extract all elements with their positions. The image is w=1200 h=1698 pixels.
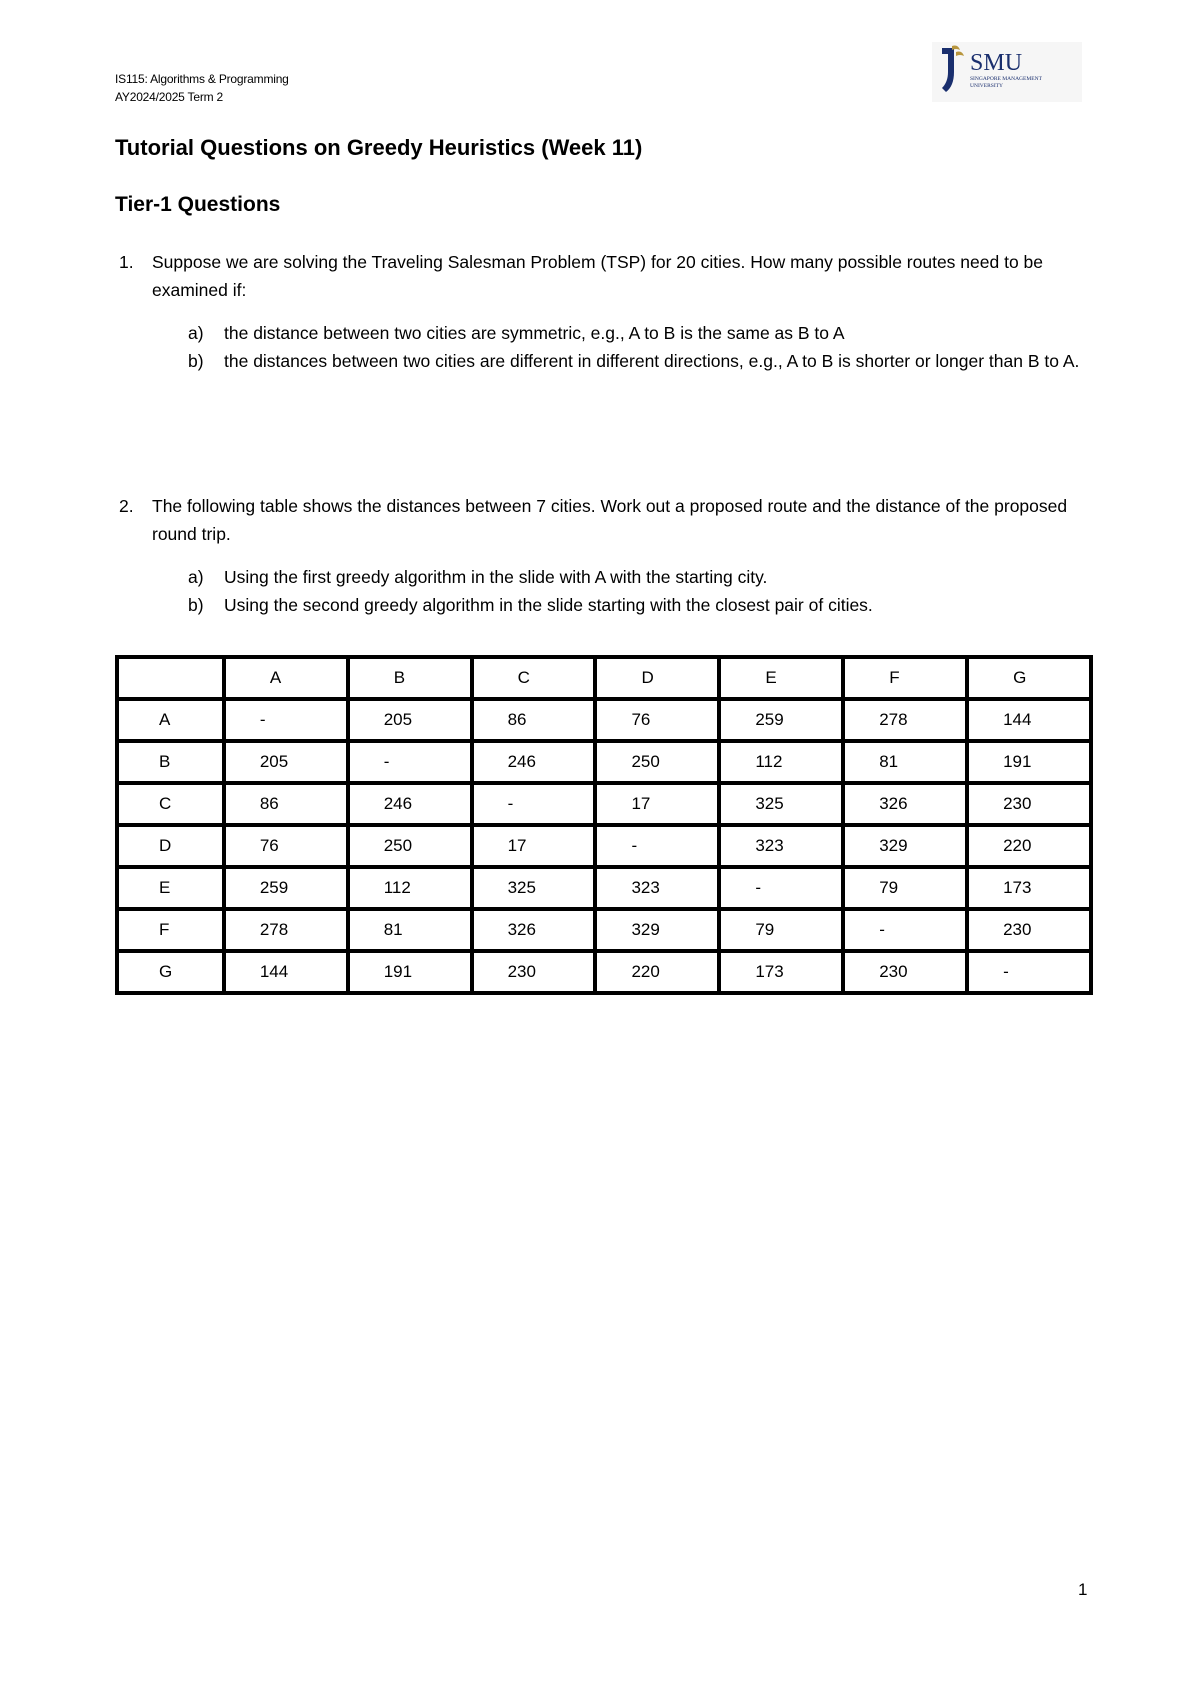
row-header-cell: G: [117, 951, 224, 993]
logo-brand: SMU: [970, 50, 1023, 76]
page-number: 1: [1078, 1580, 1088, 1599]
row-header-cell: B: [117, 741, 224, 783]
table-cell: -: [595, 825, 719, 867]
table-cell: 329: [843, 825, 967, 867]
table-cell: 173: [967, 867, 1091, 909]
table-header-cell: [117, 657, 224, 699]
sub-question-list: [188, 319, 1095, 375]
table-header-cell: F: [843, 657, 967, 699]
table-cell: 325: [472, 867, 596, 909]
sub-question: [188, 347, 1095, 375]
table-cell: 259: [719, 699, 843, 741]
page-title: Tutorial Questions on Greedy Heuristics (Week 11): [115, 135, 643, 160]
table-cell: 191: [967, 741, 1091, 783]
table-header-cell: E: [719, 657, 843, 699]
sub-question-label: b): [188, 351, 204, 371]
table-row: [117, 867, 1091, 909]
table-header-row: [117, 657, 1091, 699]
question-number: 1.: [119, 252, 134, 272]
table-cell: 326: [843, 783, 967, 825]
table-cell: 326: [472, 909, 596, 951]
sub-question: [188, 563, 1095, 591]
table-cell: 246: [348, 783, 472, 825]
question-text: Suppose we are solving the Traveling Salesman Problem (TSP) for 20 cities. How many possible routes need to be examined if:: [152, 252, 1044, 300]
row-header-cell: D: [117, 825, 224, 867]
table-cell: 81: [843, 741, 967, 783]
table-cell: 220: [595, 951, 719, 993]
table-cell: 246: [472, 741, 596, 783]
table-row: [117, 741, 1091, 783]
table-cell: 17: [595, 783, 719, 825]
table-cell: 76: [595, 699, 719, 741]
sub-question-label: b): [188, 595, 204, 615]
sub-question: [188, 591, 1095, 619]
row-header-cell: F: [117, 909, 224, 951]
table-cell: 81: [348, 909, 472, 951]
table-cell: 173: [719, 951, 843, 993]
question-1: [115, 248, 1095, 375]
table-cell: 230: [967, 909, 1091, 951]
table-cell: 205: [224, 741, 348, 783]
sub-question: [188, 319, 1095, 347]
table-cell: 86: [472, 699, 596, 741]
table-cell: 144: [967, 699, 1091, 741]
table-cell: 205: [348, 699, 472, 741]
smu-logo: [932, 42, 1082, 102]
question-number: 2.: [119, 496, 134, 516]
table-cell: 325: [719, 783, 843, 825]
table-row: [117, 699, 1091, 741]
sub-question-label: a): [188, 567, 204, 587]
table-cell: 278: [224, 909, 348, 951]
table-cell: 17: [472, 825, 596, 867]
sub-question-text: the distance between two cities are symmetric, e.g., A to B is the same as B to A: [224, 323, 845, 343]
sub-question-text: the distances between two cities are different in different directions, e.g., A to B is shorter or longer than B to A.: [224, 351, 1080, 371]
table-cell: 278: [843, 699, 967, 741]
row-header-cell: A: [117, 699, 224, 741]
table-cell: 230: [472, 951, 596, 993]
table-cell: 259: [224, 867, 348, 909]
table-cell: 86: [224, 783, 348, 825]
table-header-cell: G: [967, 657, 1091, 699]
question-2: [115, 492, 1095, 619]
table-header-cell: B: [348, 657, 472, 699]
table-cell: 76: [224, 825, 348, 867]
table-row: [117, 951, 1091, 993]
course-name: IS115: Algorithms & Programming: [115, 72, 289, 86]
table-cell: -: [967, 951, 1091, 993]
table-cell: 329: [595, 909, 719, 951]
table-cell: -: [472, 783, 596, 825]
table-cell: -: [348, 741, 472, 783]
sub-question-list: [188, 563, 1095, 619]
table-cell: 112: [719, 741, 843, 783]
logo-subtitle-2: UNIVERSITY: [970, 83, 1003, 89]
table-cell: 250: [348, 825, 472, 867]
table-cell: 250: [595, 741, 719, 783]
table-cell: 230: [843, 951, 967, 993]
table-cell: 323: [719, 825, 843, 867]
table-cell: -: [224, 699, 348, 741]
table-header-cell: D: [595, 657, 719, 699]
table-cell: 323: [595, 867, 719, 909]
term-label: AY2024/2025 Term 2: [115, 90, 224, 104]
section-heading: Tier-1 Questions: [115, 193, 281, 216]
table-cell: 112: [348, 867, 472, 909]
logo-subtitle-1: SINGAPORE MANAGEMENT: [970, 76, 1042, 82]
smu-emblem: [942, 48, 954, 92]
table-row: [117, 825, 1091, 867]
header: [115, 70, 289, 106]
row-header-cell: E: [117, 867, 224, 909]
table-cell: 79: [843, 867, 967, 909]
distance-table: [115, 655, 1093, 995]
sub-question-text: Using the first greedy algorithm in the slide with A with the starting city.: [224, 567, 768, 587]
table-cell: 191: [348, 951, 472, 993]
table-cell: -: [719, 867, 843, 909]
table-row: [117, 783, 1091, 825]
sub-question-text: Using the second greedy algorithm in the slide starting with the closest pair of cities.: [224, 595, 873, 615]
table-cell: 220: [967, 825, 1091, 867]
table-header-cell: A: [224, 657, 348, 699]
table-cell: 230: [967, 783, 1091, 825]
table-cell: -: [843, 909, 967, 951]
table-cell: 79: [719, 909, 843, 951]
question-text: The following table shows the distances between 7 cities. Work out a proposed route and the distance of the proposed round trip.: [152, 496, 1068, 544]
row-header-cell: C: [117, 783, 224, 825]
table-cell: 144: [224, 951, 348, 993]
table-row: [117, 909, 1091, 951]
table-header-cell: C: [472, 657, 596, 699]
sub-question-label: a): [188, 323, 204, 343]
